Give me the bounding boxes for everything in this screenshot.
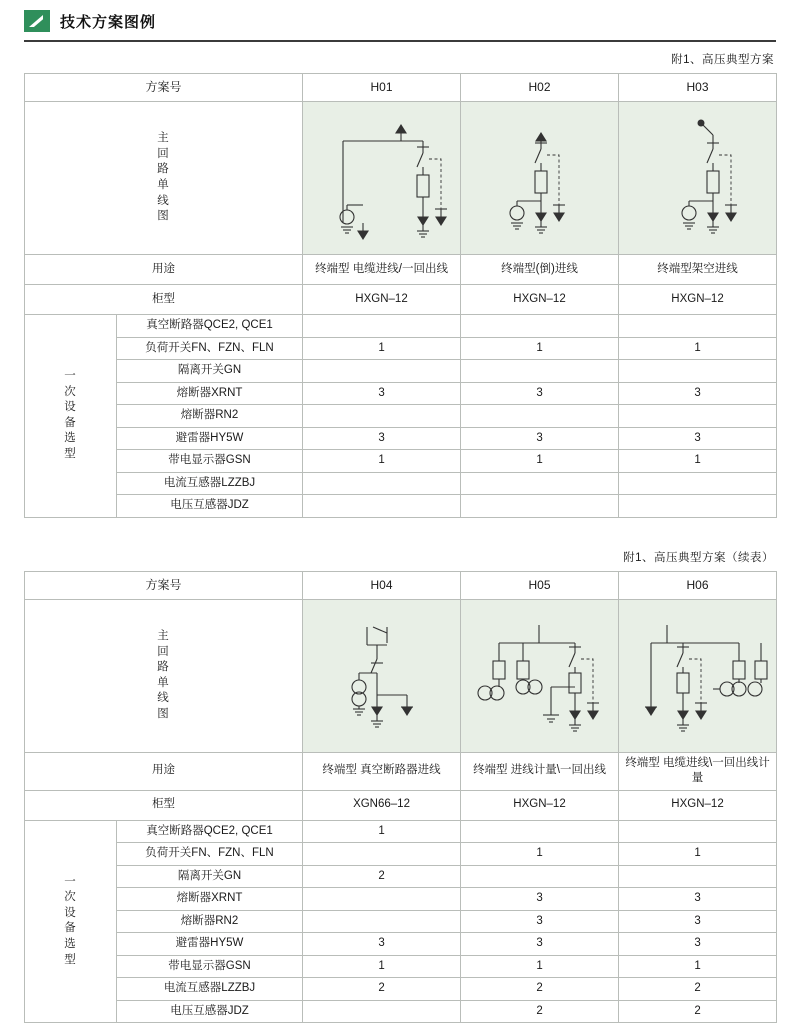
table-row [25, 427, 777, 450]
equipment-value: 1 [303, 450, 461, 473]
row-label-usage: 用途 [25, 255, 303, 285]
equipment-name: 隔离开关GN [117, 865, 303, 888]
circuit-diagram-h05 [461, 599, 619, 752]
table-row [25, 978, 777, 1001]
page-title: 技术方案图例 [60, 13, 157, 31]
table-row [25, 843, 777, 866]
row-label-scheme-no: 方案号 [25, 571, 303, 599]
equipment-value [303, 888, 461, 911]
equipment-value [303, 1000, 461, 1023]
table-row [25, 752, 777, 790]
table-row [25, 571, 777, 599]
equipment-value [303, 405, 461, 428]
cabinet-h02: HXGN–12 [461, 285, 619, 315]
equipment-value: 3 [619, 382, 777, 405]
equipment-value: 1 [303, 955, 461, 978]
equipment-value: 2 [303, 865, 461, 888]
equipment-name: 负荷开关FN、FZN、FLN [117, 337, 303, 360]
equipment-value: 1 [461, 450, 619, 473]
usage-h06: 终端型 电缆进线\一回出线计量 [619, 752, 777, 790]
document-header [0, 0, 800, 40]
equipment-value: 3 [461, 427, 619, 450]
scheme-table-1 [24, 73, 777, 518]
equipment-value: 1 [303, 820, 461, 843]
equipment-value: 1 [461, 337, 619, 360]
equipment-name: 电流互感器LZZBJ [117, 472, 303, 495]
equipment-value [461, 472, 619, 495]
equipment-value [303, 910, 461, 933]
row-label-primary-equipment: 一 次 设 备 选 型 [25, 820, 117, 1023]
usage-h04: 终端型 真空断路器进线 [303, 752, 461, 790]
scheme-h01: H01 [303, 74, 461, 102]
circuit-diagram-h06 [619, 599, 777, 752]
equipment-value [619, 495, 777, 518]
equipment-value [619, 865, 777, 888]
equipment-value: 2 [461, 978, 619, 1001]
equipment-name: 带电显示器GSN [117, 450, 303, 473]
cabinet-h01: HXGN–12 [303, 285, 461, 315]
circuit-diagram-h01 [303, 102, 461, 255]
row-label-main-circuit: 主 回 路 单 线 图 [25, 599, 303, 752]
equipment-value: 3 [303, 382, 461, 405]
row-label-scheme-no: 方案号 [25, 74, 303, 102]
table-row [25, 337, 777, 360]
equipment-value: 3 [303, 933, 461, 956]
equipment-value: 3 [461, 933, 619, 956]
equipment-value: 1 [619, 337, 777, 360]
row-label-cabinet: 柜型 [25, 285, 303, 315]
equipment-value: 3 [461, 888, 619, 911]
usage-h03: 终端型架空进线 [619, 255, 777, 285]
table-row [25, 933, 777, 956]
scheme-h06: H06 [619, 571, 777, 599]
table-row [25, 472, 777, 495]
table-row [25, 102, 777, 255]
equipment-value: 1 [461, 843, 619, 866]
equipment-value [619, 820, 777, 843]
equipment-value [303, 360, 461, 383]
cabinet-h06: HXGN–12 [619, 790, 777, 820]
table-row [25, 1000, 777, 1023]
usage-h02: 终端型(倒)进线 [461, 255, 619, 285]
table-row [25, 255, 777, 285]
equipment-name: 电压互感器JDZ [117, 1000, 303, 1023]
table-row [25, 495, 777, 518]
scheme-h03: H03 [619, 74, 777, 102]
equipment-value [461, 315, 619, 338]
equipment-value: 2 [619, 1000, 777, 1023]
section-hv-schemes-2 [0, 540, 800, 1023]
row-label-primary-equipment: 一 次 设 备 选 型 [25, 315, 117, 518]
table-row [25, 360, 777, 383]
section-spacer [0, 518, 800, 540]
equipment-value [619, 405, 777, 428]
equipment-value: 1 [619, 843, 777, 866]
usage-h05: 终端型 进线计量\一回出线 [461, 752, 619, 790]
equipment-name: 电压互感器JDZ [117, 495, 303, 518]
scheme-h04: H04 [303, 571, 461, 599]
equipment-value: 2 [461, 1000, 619, 1023]
equipment-value [303, 315, 461, 338]
equipment-value: 3 [303, 427, 461, 450]
scheme-table-2 [24, 571, 777, 1023]
equipment-value: 3 [461, 382, 619, 405]
equipment-value [461, 865, 619, 888]
table-row [25, 382, 777, 405]
equipment-name: 熔断器RN2 [117, 405, 303, 428]
equipment-value: 3 [619, 427, 777, 450]
equipment-name: 避雷器HY5W [117, 933, 303, 956]
table-row [25, 865, 777, 888]
equipment-value: 1 [619, 450, 777, 473]
equipment-value [619, 472, 777, 495]
equipment-value [461, 360, 619, 383]
equipment-value: 3 [461, 910, 619, 933]
equipment-value [303, 472, 461, 495]
scheme-h02: H02 [461, 74, 619, 102]
equipment-value [303, 843, 461, 866]
equipment-name: 熔断器XRNT [117, 888, 303, 911]
equipment-value [303, 495, 461, 518]
equipment-value [461, 405, 619, 428]
equipment-value: 2 [303, 978, 461, 1001]
equipment-name: 避雷器HY5W [117, 427, 303, 450]
leaf-icon [24, 10, 50, 32]
row-label-cabinet: 柜型 [25, 790, 303, 820]
equipment-value [619, 315, 777, 338]
section-caption: 附1、高压典型方案（续表） [623, 551, 774, 564]
equipment-name: 隔离开关GN [117, 360, 303, 383]
table-row [25, 820, 777, 843]
table-row [25, 599, 777, 752]
scheme-h05: H05 [461, 571, 619, 599]
equipment-value: 3 [619, 910, 777, 933]
table-row [25, 405, 777, 428]
cabinet-h04: XGN66–12 [303, 790, 461, 820]
equipment-name: 真空断路器QCE2, QCE1 [117, 820, 303, 843]
table-row [25, 450, 777, 473]
section-caption: 附1、高压典型方案 [671, 54, 774, 66]
equipment-value: 1 [619, 955, 777, 978]
equipment-name: 熔断器RN2 [117, 910, 303, 933]
row-label-usage: 用途 [25, 752, 303, 790]
equipment-name: 带电显示器GSN [117, 955, 303, 978]
table-row [25, 955, 777, 978]
equipment-value: 2 [619, 978, 777, 1001]
equipment-value [461, 495, 619, 518]
table-row [25, 285, 777, 315]
equipment-value [619, 360, 777, 383]
cabinet-h03: HXGN–12 [619, 285, 777, 315]
row-label-main-circuit: 主 回 路 单 线 图 [25, 102, 303, 255]
table-row [25, 790, 777, 820]
cabinet-h05: HXGN–12 [461, 790, 619, 820]
equipment-value: 3 [619, 888, 777, 911]
section-hv-schemes-1 [0, 42, 800, 518]
circuit-diagram-h03 [619, 102, 777, 255]
equipment-name: 负荷开关FN、FZN、FLN [117, 843, 303, 866]
table-row [25, 315, 777, 338]
equipment-name: 电流互感器LZZBJ [117, 978, 303, 1001]
table-row [25, 74, 777, 102]
equipment-value [461, 820, 619, 843]
equipment-value: 3 [619, 933, 777, 956]
equipment-name: 熔断器XRNT [117, 382, 303, 405]
circuit-diagram-h02 [461, 102, 619, 255]
table-row [25, 888, 777, 911]
usage-h01: 终端型 电缆进线/一回出线 [303, 255, 461, 285]
equipment-value: 1 [461, 955, 619, 978]
table-row [25, 910, 777, 933]
equipment-name: 真空断路器QCE2, QCE1 [117, 315, 303, 338]
equipment-value: 1 [303, 337, 461, 360]
circuit-diagram-h04 [303, 599, 461, 752]
